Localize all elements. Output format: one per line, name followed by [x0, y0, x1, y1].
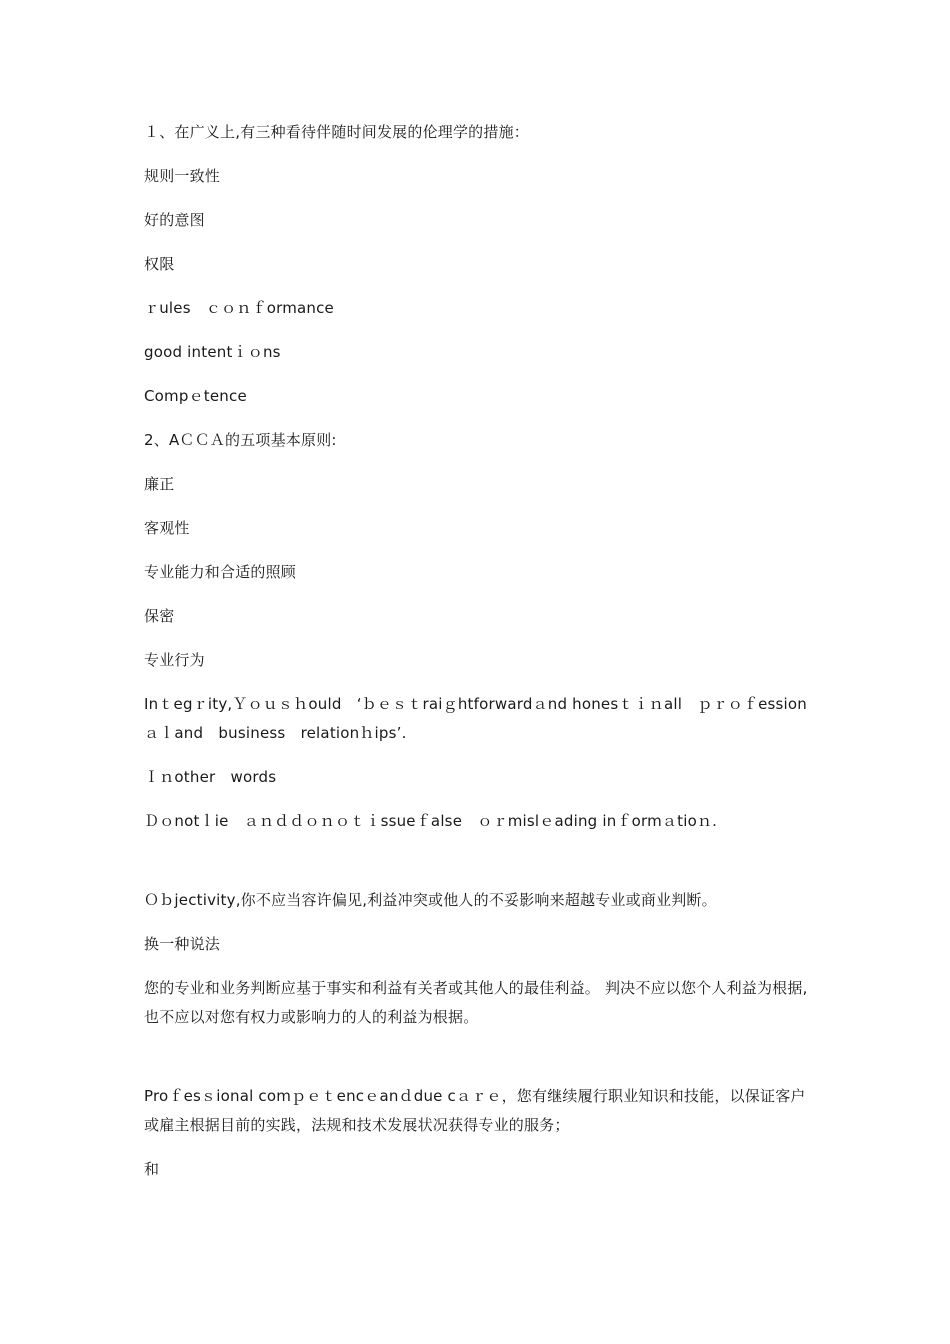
list-item: 保密 [144, 607, 175, 625]
competence-paragraph: Proｆesｓional comｐｅｔencｅanｄdue cａｒｅ，您有继续履行职业知识和技能，以保证客户或雇主根据目前的实践，法规和技术发展状况获得专业的服务； [144, 1087, 806, 1134]
conjunction-paragraph: 和 [144, 1160, 160, 1178]
document-body [144, 118, 810, 1184]
list-item: ｒules ｃｏｎｆormance [144, 299, 334, 317]
list-item: good intentｉｏns [144, 343, 281, 361]
alternative-phrasing-paragraph: 换一种说法 [144, 935, 221, 953]
list-item: 专业能力和合适的照顾 [144, 563, 297, 581]
heading-acca-principles: 2、AＣＣＡ的五项基本原则: [144, 431, 337, 449]
list-item: 客观性 [144, 519, 190, 537]
judgement-paragraph: 您的专业和业务判断应基于事实和利益有关者或其他人的最佳利益。 判决不应以您个人利益为根据,也不应以对您有权力或影响力的人的利益为根据。 [144, 979, 808, 1026]
do-not-lie-paragraph: Ｄｏnotｌie ａｎｄｄｏｎｏｔｉssueｆalse ｏｒmislｅading inｆormａtioｎ. [144, 812, 718, 830]
list-item: 专业行为 [144, 651, 205, 669]
heading-ethics-approaches: １、在广义上,有三种看待伴随时间发展的伦理学的措施： [144, 123, 529, 141]
objectivity-paragraph: Ｏｂjectivity,你不应当容许偏见,利益冲突或他人的不妥影响来超越专业或商业判断。 [144, 891, 717, 909]
integrity-paragraph: Inｔegｒity,Ｙｏｕｓｈould ‘ｂｅｓｔraiｇhtforwardａnd honesｔｉｎall ｐｒｏｆessionａｌand business relationｈips’. [144, 695, 808, 742]
list-item: 好的意图 [144, 211, 205, 229]
list-item: 廉正 [144, 475, 175, 493]
in-other-words-paragraph: Ｉｎother words [144, 768, 277, 786]
list-item: 规则一致性 [144, 167, 221, 185]
list-item: Compｅtence [144, 387, 247, 405]
list-item: 权限 [144, 255, 175, 273]
